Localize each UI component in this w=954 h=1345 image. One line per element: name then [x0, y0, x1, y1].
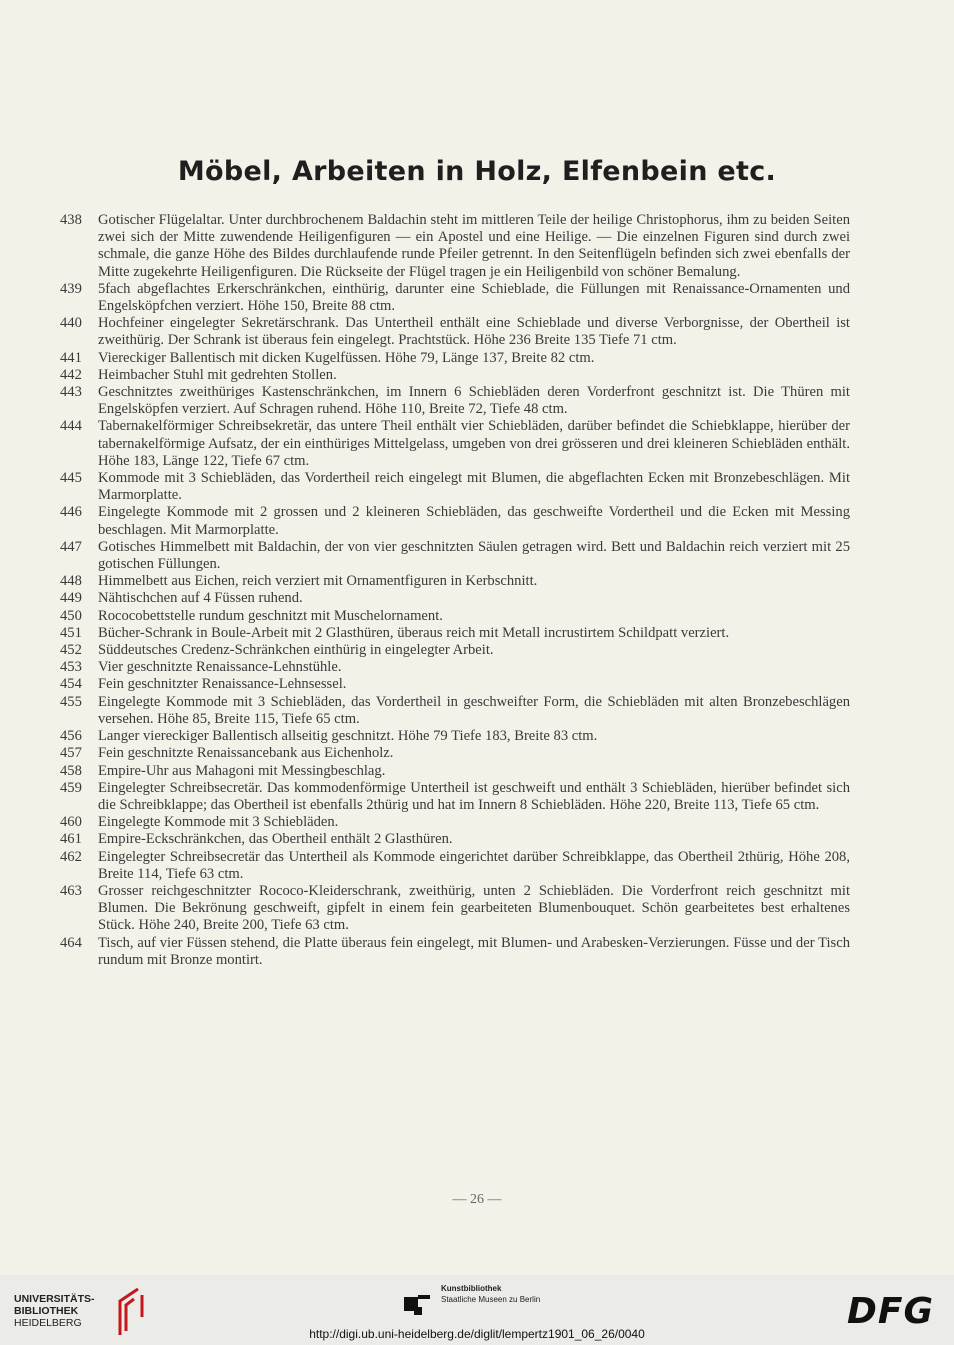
entry-number: 438 [60, 212, 82, 228]
entry-text: Fein geschnitzter Renaissance-Lehnsessel. [98, 676, 347, 693]
catalog-entry [60, 763, 850, 780]
catalog-entry [60, 728, 850, 745]
entry-text: Viereckiger Ballentisch mit dicken Kugelfüssen. Höhe 79, Länge 137, Breite 82 ctm. [98, 349, 595, 366]
entry-text: Süddeutsches Credenz-Schränkchen einthürig in eingelegter Arbeit. [98, 642, 494, 659]
entry-number: 459 [60, 779, 82, 796]
catalog-entry [60, 212, 850, 281]
page-number: — 26 — [452, 1192, 502, 1207]
entry-number: 441 [60, 349, 82, 366]
entry-number: 445 [60, 470, 82, 487]
catalog-entry [60, 935, 850, 969]
entry-text: Vier geschnitzte Renaissance-Lehnstühle. [98, 659, 342, 676]
entry-text: Eingelegte Kommode mit 3 Schiebläden, das Vordertheil in geschweifter Form, die Schiebläden mit alten Bronzebeschlägen versehen. Höhe 85, Breite 115, Tiefe 65 ctm. [98, 693, 850, 727]
kb-subtitle: Staatliche Museen zu Berlin [441, 1295, 541, 1304]
entry-text: Eingelegte Kommode mit 3 Schiebläden. [98, 814, 339, 831]
catalog-entry [60, 281, 850, 315]
entry-number: 448 [60, 573, 82, 590]
museum-emblem-icon [404, 1293, 434, 1315]
entry-text: Tabernakelförmiger Schreibsekretär, das untere Theil enthält vier Schiebläden, darüber befindet die Schiebklappe, hierüber der tabernakelförmige Aufsatz, der ein einthüriges Mittelgelass, umgeben von drei grösseren und drei kleineren Schiebläden enthält. Höhe 183, Länge 122, Tiefe 67 ctm. [98, 418, 850, 469]
dfg-logo[interactable]: DFG [847, 1291, 935, 1332]
catalog-entry [60, 504, 850, 538]
entry-text: Empire-Eckschränkchen, das Obertheil enthält 2 Glasthüren. [98, 831, 453, 848]
entry-text: Eingelegter Schreibsecretär das Untertheil als Kommode eingerichtet darüber Schreibklappe, das Obertheil 2thürig, Höhe 208, Breite 114, Tiefe 63 ctm. [98, 848, 850, 882]
entry-text: Heimbacher Stuhl mit gedrehten Stollen. [98, 366, 337, 383]
entry-number: 454 [60, 676, 82, 693]
entry-text: Langer viereckiger Ballentisch allseitig geschnitzt. Höhe 79 Tiefe 183, Breite 83 ctm. [98, 728, 598, 745]
library-name-line-1: UNIVERSITÄTS- [14, 1293, 95, 1305]
library-name-line-2: BIBLIOTHEK [14, 1305, 79, 1317]
entry-text: Geschnitztes zweithüriges Kastenschränkchen, im Innern 6 Schiebläden deren Vorderfront geschnitzt ist. Die Thüren mit Engelsköpfen verziert. Auf Schragen ruhend. Höhe 110, Breite 72, Tiefe 48 ctm. [98, 384, 850, 418]
catalog-entry [60, 642, 850, 659]
entry-number: 457 [60, 745, 82, 762]
permalink-url[interactable]: http://digi.ub.uni-heidelberg.de/diglit/lempertz1901_06_26/0040 [309, 1327, 645, 1341]
catalog-entry [60, 745, 850, 762]
entry-number: 455 [60, 693, 82, 710]
entry-number: 456 [60, 728, 82, 745]
entry-number: 446 [60, 504, 82, 521]
catalog-entries [60, 212, 850, 969]
entry-text: Bücher-Schrank in Boule-Arbeit mit 2 Glasthüren, überaus reich mit Metall incrustirtem Schildpatt verziert. [98, 624, 730, 641]
entry-number: 450 [60, 607, 82, 624]
catalog-entry [60, 814, 850, 831]
entry-text: Tisch, auf vier Füssen stehend, die Platte überaus fein eingelegt, mit Blumen- und Arabesken-Verzierungen. Füsse und der Tisch rundum mit Bronze montirt. [98, 934, 850, 968]
entry-number: 463 [60, 882, 82, 899]
entry-text: Kommode mit 3 Schiebläden, das Vordertheil reich eingelegt mit Blumen, die abgeflachten Ecken mit Bronzebeschlägen. Mit Marmorplatte. [98, 470, 850, 504]
catalog-entry [60, 608, 850, 625]
catalog-entry [60, 625, 850, 642]
entry-text: Rococobettstelle rundum geschnitzt mit Muschelornament. [98, 607, 443, 624]
entry-text: Grosser reichgeschnitzter Rococo-Kleiderschrank, zweithürig, unten 2 Schiebläden. Die Vorderfront reich geschnitzt mit Blumen. Die Bekrönung geschweift, gipfelt in einem fein gearbeiteten Blumenbouquet. Schön gearbeitetes best erhaltenes Stück. Höhe 240, Breite 200, Tiefe 63 ctm. [98, 882, 850, 934]
catalog-entry [60, 418, 850, 470]
kb-name: Kunstbibliothek [441, 1284, 502, 1293]
entry-text: Eingelegter Schreibsecretär. Das kommodenförmige Untertheil ist geschweift und enthält 3 Schiebläden, hierüber befindet sich die Schreibklappe; das Obertheil ist ebenfalls 2thürig und hat im Innern 8 Schiebläden. Höhe 220, Breite 113, Tiefe 65 ctm. [98, 779, 850, 813]
entry-number: 440 [60, 315, 82, 332]
entry-number: 461 [60, 831, 82, 848]
entry-number: 464 [60, 934, 82, 951]
catalog-entry [60, 780, 850, 814]
entry-text: Gotischer Flügelaltar. Unter durchbrochenem Baldachin steht im mittleren Teile der heilige Christophorus, ihm zu beiden Seiten zwei sich der Mitte zuwendende Heiligenfiguren — ein Apostel und eine Heilige. — Die einzelnen Figuren sind durch zwei schmale, die ganze Höhe des Bildes durchlaufende runde Pfeiler getrennt. In den Seitenflügeln befinden sich zwei ebenfalls der Mitte zugekehrte Heiligenfiguren. Die Rückseite der Flügel tragen je ein Heiligenbild von schöner Bemalung. [98, 212, 850, 280]
entry-number: 449 [60, 590, 82, 607]
catalog-entry [60, 659, 850, 676]
entry-text: 5fach abgeflachtes Erkerschränkchen, einthürig, darunter eine Schieblade, die Füllungen mit Renaissance-Ornamenten und Engelsköpfchen verziert. Höhe 150, Breite 88 ctm. [98, 280, 850, 315]
catalog-entry [60, 367, 850, 384]
catalog-entry [60, 676, 850, 693]
page-title: Möbel, Arbeiten in Holz, Elfenbein etc. [177, 156, 777, 187]
entry-number: 453 [60, 659, 82, 676]
entry-number: 443 [60, 384, 82, 401]
entry-number: 444 [60, 418, 82, 435]
entry-text: Himmelbett aus Eichen, reich verziert mit Ornamentfiguren in Kerbschnitt. [98, 573, 538, 590]
entry-text: Nähtischchen auf 4 Füssen ruhend. [98, 590, 303, 607]
entry-number: 458 [60, 762, 82, 779]
catalog-entry [60, 849, 850, 883]
entry-number: 451 [60, 624, 82, 641]
entry-number: 447 [60, 538, 82, 555]
library-name-line-3: HEIDELBERG [14, 1317, 82, 1329]
entry-number: 462 [60, 848, 82, 865]
footer-bar [0, 1275, 954, 1345]
catalog-entry [60, 590, 850, 607]
entry-number: 452 [60, 642, 82, 659]
entry-text: Fein geschnitzte Renaissancebank aus Eichenholz. [98, 745, 394, 762]
catalog-entry [60, 694, 850, 728]
entry-text: Hochfeiner eingelegter Sekretärschrank. Das Untertheil enthält eine Schieblade und diverse Verborgnisse, der Obertheil ist zweithürig. Der Schrank ist überaus fein eingelegt. Prachtstück. Höhe 236 Breite 135 Tiefe 71 ctm. [98, 315, 850, 349]
catalog-entry [60, 883, 850, 935]
catalog-entry [60, 470, 850, 504]
entry-number: 439 [60, 280, 82, 297]
catalog-entry [60, 315, 850, 349]
catalog-entry [60, 573, 850, 590]
entry-text: Empire-Uhr aus Mahagoni mit Messingbeschlag. [98, 762, 386, 779]
catalog-entry [60, 831, 850, 848]
catalog-entry [60, 539, 850, 573]
entry-text: Gotisches Himmelbett mit Baldachin, der von vier geschnitzten Säulen getragen wird. Bett und Baldachin reich verziert mit 25 gotischen Füllungen. [98, 538, 850, 573]
entry-number: 442 [60, 366, 82, 383]
catalog-entry [60, 350, 850, 367]
catalog-entry [60, 384, 850, 418]
entry-text: Eingelegte Kommode mit 2 grossen und 2 kleineren Schiebläden, das geschweifte Vordertheil und die Ecken mit Messing beschlagen. Mit Marmorplatte. [98, 504, 850, 538]
entry-number: 460 [60, 814, 82, 831]
